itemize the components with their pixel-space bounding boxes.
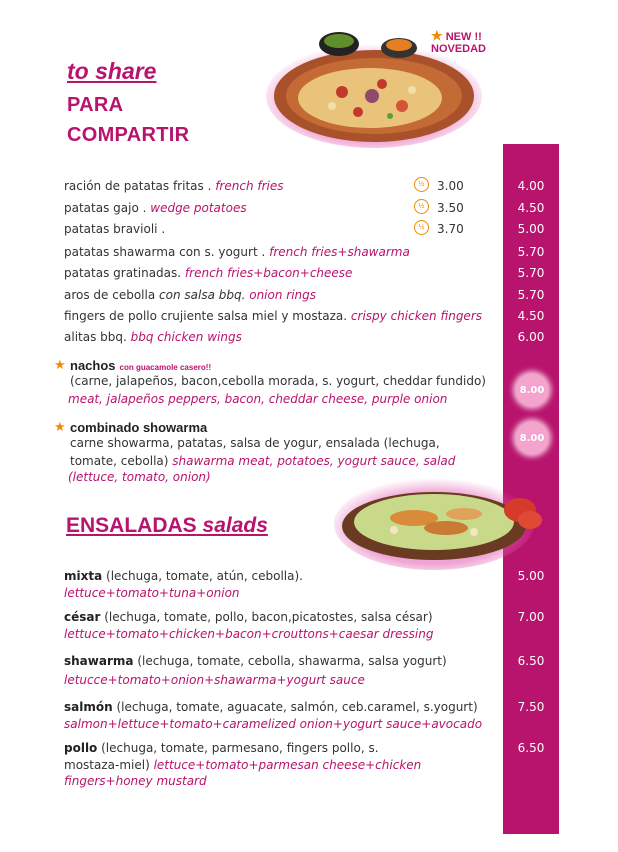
nachos-description: (carne, jalapeños, bacon,cebolla morada, s. yogurt, cheddar fundido) [70, 374, 486, 388]
combinado-price-badge: 8.00 [516, 422, 548, 454]
menu-item: patatas gajo . wedge potatoes [64, 201, 247, 215]
salads-title: ENSALADAS salads [66, 514, 268, 537]
item-price: 6.50 [517, 741, 545, 755]
combinado-description-2: tomate, cebolla) shawarma meat, potatoes, yogurt sauce, salad [70, 454, 456, 468]
star-icon: ★ [431, 28, 443, 43]
item-price: 5.00 [517, 569, 545, 583]
item-price: 6.00 [517, 330, 545, 344]
combinado-title: combinado showarma [70, 420, 208, 435]
salad-item-line2: mostaza-miel) lettuce+tomato+parmesan cheese+chicken [64, 758, 422, 772]
combinado-description: carne showarma, patatas, salsa de yogur, ensalada (lechuga, [70, 436, 440, 450]
salad-item-en: lettuce+tomato+chicken+bacon+crouttons+caesar dressing [64, 627, 434, 641]
menu-item: ración de patatas fritas . french fries [64, 179, 284, 193]
item-price: 5.00 [517, 222, 545, 236]
item-price: 4.50 [517, 309, 545, 323]
item-price: 6.50 [517, 654, 545, 668]
salad-item-en: salmon+lettuce+tomato+caramelized onion+yogurt sauce+avocado [64, 717, 483, 731]
nachos-note: con guacamole casero!! [119, 363, 212, 372]
item-price: 4.00 [517, 179, 545, 193]
section-title-es-line1: PARA [67, 94, 124, 116]
salad-item-en: fingers+honey mustard [64, 774, 207, 788]
salad-item-en: letucce+tomato+onion+shawarma+yogurt sauce [64, 673, 365, 687]
salad-item: pollo (lechuga, tomate, parmesano, fingers pollo, s. [64, 741, 379, 755]
combinado-description-3: (lettuce, tomato, onion) [68, 470, 211, 484]
item-price: 4.50 [517, 201, 545, 215]
menu-item: fingers de pollo crujiente salsa miel y mostaza. crispy chicken fingers [64, 309, 483, 323]
half-portion-icon: ½ [414, 199, 429, 214]
item-price: 5.70 [517, 266, 545, 280]
half-price: 3.70 [437, 222, 464, 236]
star-icon: ★ [54, 357, 66, 372]
new-label: NEW !! [445, 31, 482, 43]
nachos-title: nachos con guacamole casero!! [70, 358, 212, 373]
star-icon: ★ [54, 419, 66, 434]
half-price: 3.50 [437, 201, 464, 215]
menu-item: alitas bbq. bbq chicken wings [64, 330, 242, 344]
item-price: 7.00 [517, 610, 545, 624]
menu-item: patatas bravioli . [64, 222, 166, 236]
salad-item: salmón (lechuga, tomate, aguacate, salmón, ceb.caramel, s.yogurt) [64, 700, 478, 714]
salad-item: mixta (lechuga, tomate, atún, cebolla). [64, 569, 303, 583]
new-badge [431, 30, 486, 55]
nachos-price-badge: 8.00 [516, 374, 548, 406]
half-portion-icon: ½ [414, 177, 429, 192]
menu-item: patatas gratinadas. french fries+bacon+cheese [64, 266, 353, 280]
section-title-es-line2: COMPARTIR [67, 124, 190, 146]
item-price: 5.70 [517, 288, 545, 302]
item-price: 7.50 [517, 700, 545, 714]
novedad-label: NOVEDAD [431, 43, 487, 55]
salad-item: césar (lechuga, tomate, pollo, bacon,picatostes, salsa césar) [64, 610, 433, 624]
half-price: 3.00 [437, 179, 464, 193]
menu-item: patatas shawarma con s. yogurt . french fries+shawarma [64, 245, 410, 259]
section-title-en: to share [67, 58, 157, 84]
nachos-description-en: meat, jalapeños peppers, bacon, cheddar cheese, purple onion [68, 392, 448, 406]
salad-item: shawarma (lechuga, tomate, cebolla, shawarma, salsa yogurt) [64, 654, 447, 668]
item-price: 5.70 [517, 245, 545, 259]
menu-item: aros de cebolla con salsa bbq. onion rings [64, 288, 317, 302]
half-portion-icon: ½ [414, 220, 429, 235]
salad-item-en: lettuce+tomato+tuna+onion [64, 586, 240, 600]
salad-plate-image [334, 474, 548, 572]
